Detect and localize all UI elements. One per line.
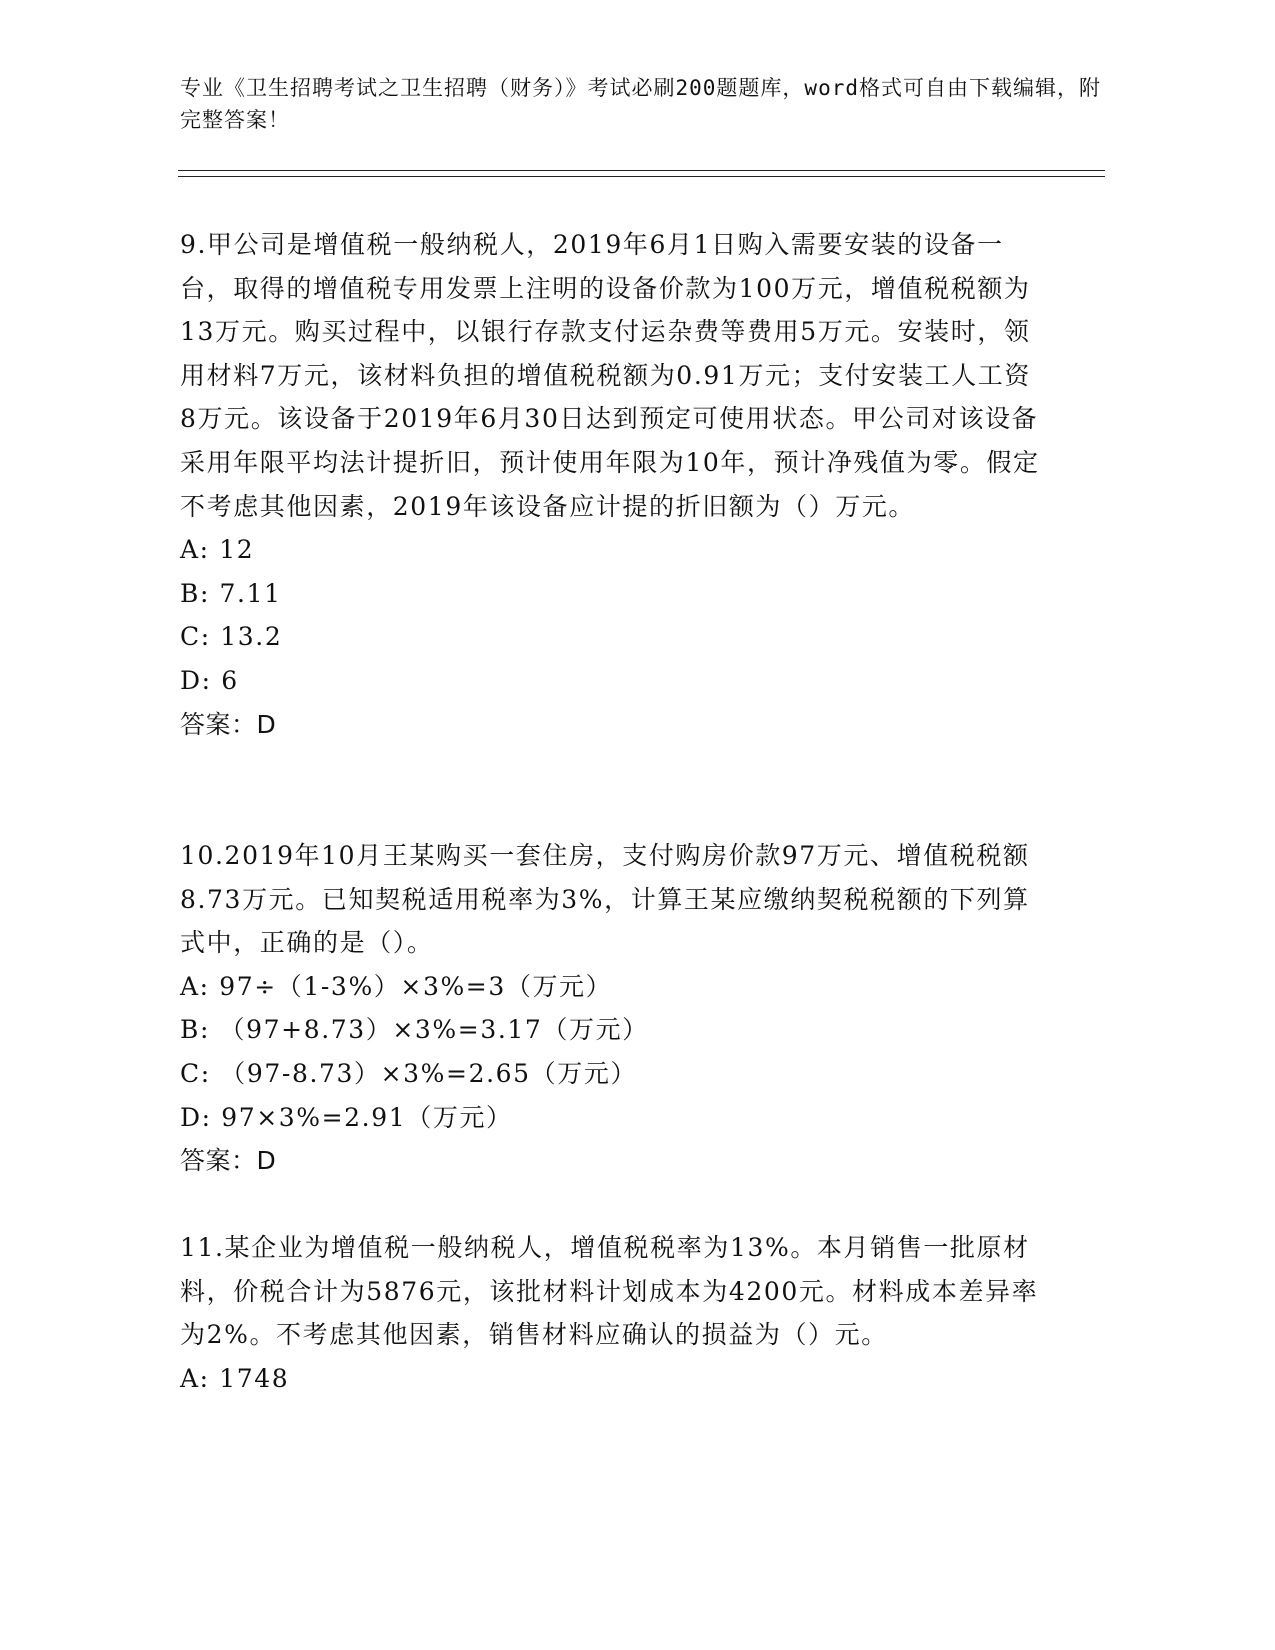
question-stem: 9.甲公司是增值税一般纳税人，2019年6月1日购入需要安装的设备一台，取得的增值税专用发票上注明的设备价款为100万元，增值税税额为13万元。购买过程中，以银行存款支付运杂费等费用5万元。安装时，领用材料7万元，该材料负担的增值税税额为0.91万元；支付安装工人工资8万元。该设备于2019年6月30日达到预定可使用状态。甲公司对该设备采用年限平均法计提折旧，预计使用年限为10年，预计净残值为零。假定不考虑其他因素，2019年该设备应计提的折旧额为（）万元。 bbox=[180, 230, 1040, 521]
question-10 bbox=[180, 834, 1040, 1183]
option-b: B: 7.11 bbox=[180, 578, 282, 608]
option-b: B: （97+8.73）×3%=3.17（万元） bbox=[180, 1015, 649, 1045]
question-9 bbox=[180, 223, 1040, 746]
option-a: A: 97÷（1-3%）×3%=3（万元） bbox=[180, 971, 613, 1001]
option-a: A: 1748 bbox=[180, 1363, 290, 1393]
question-stem: 10.2019年10月王某购买一套住房，支付购房价款97万元、增值税税额8.73万元。已知契税适用税率为3%，计算王某应缴纳契税税额的下列算式中，正确的是（）。 bbox=[180, 841, 1030, 958]
answer-line: 答案：D bbox=[180, 709, 277, 739]
option-d: D: 97×3%=2.91（万元） bbox=[180, 1102, 513, 1132]
option-c: C: 13.2 bbox=[180, 622, 283, 652]
document-header bbox=[180, 72, 1110, 136]
option-d: D: 6 bbox=[180, 665, 239, 695]
option-a: A: 12 bbox=[180, 535, 255, 565]
header-double-rule bbox=[178, 170, 1105, 177]
option-c: C: （97-8.73）×3%=2.65（万元） bbox=[180, 1058, 638, 1088]
question-11 bbox=[180, 1226, 1040, 1400]
question-stem: 11.某企业为增值税一般纳税人，增值税税率为13%。本月销售一批原材料，价税合计为5876元，该批材料计划成本为4200元。材料成本差异率为2%。不考虑其他因素，销售材料应确认的损益为（）元。 bbox=[180, 1233, 1039, 1350]
header-text: 专业《卫生招聘考试之卫生招聘（财务）》考试必刷200题题库，word格式可自由下载编辑，附完整答案！ bbox=[180, 76, 1101, 132]
answer-line: 答案：D bbox=[180, 1146, 277, 1176]
